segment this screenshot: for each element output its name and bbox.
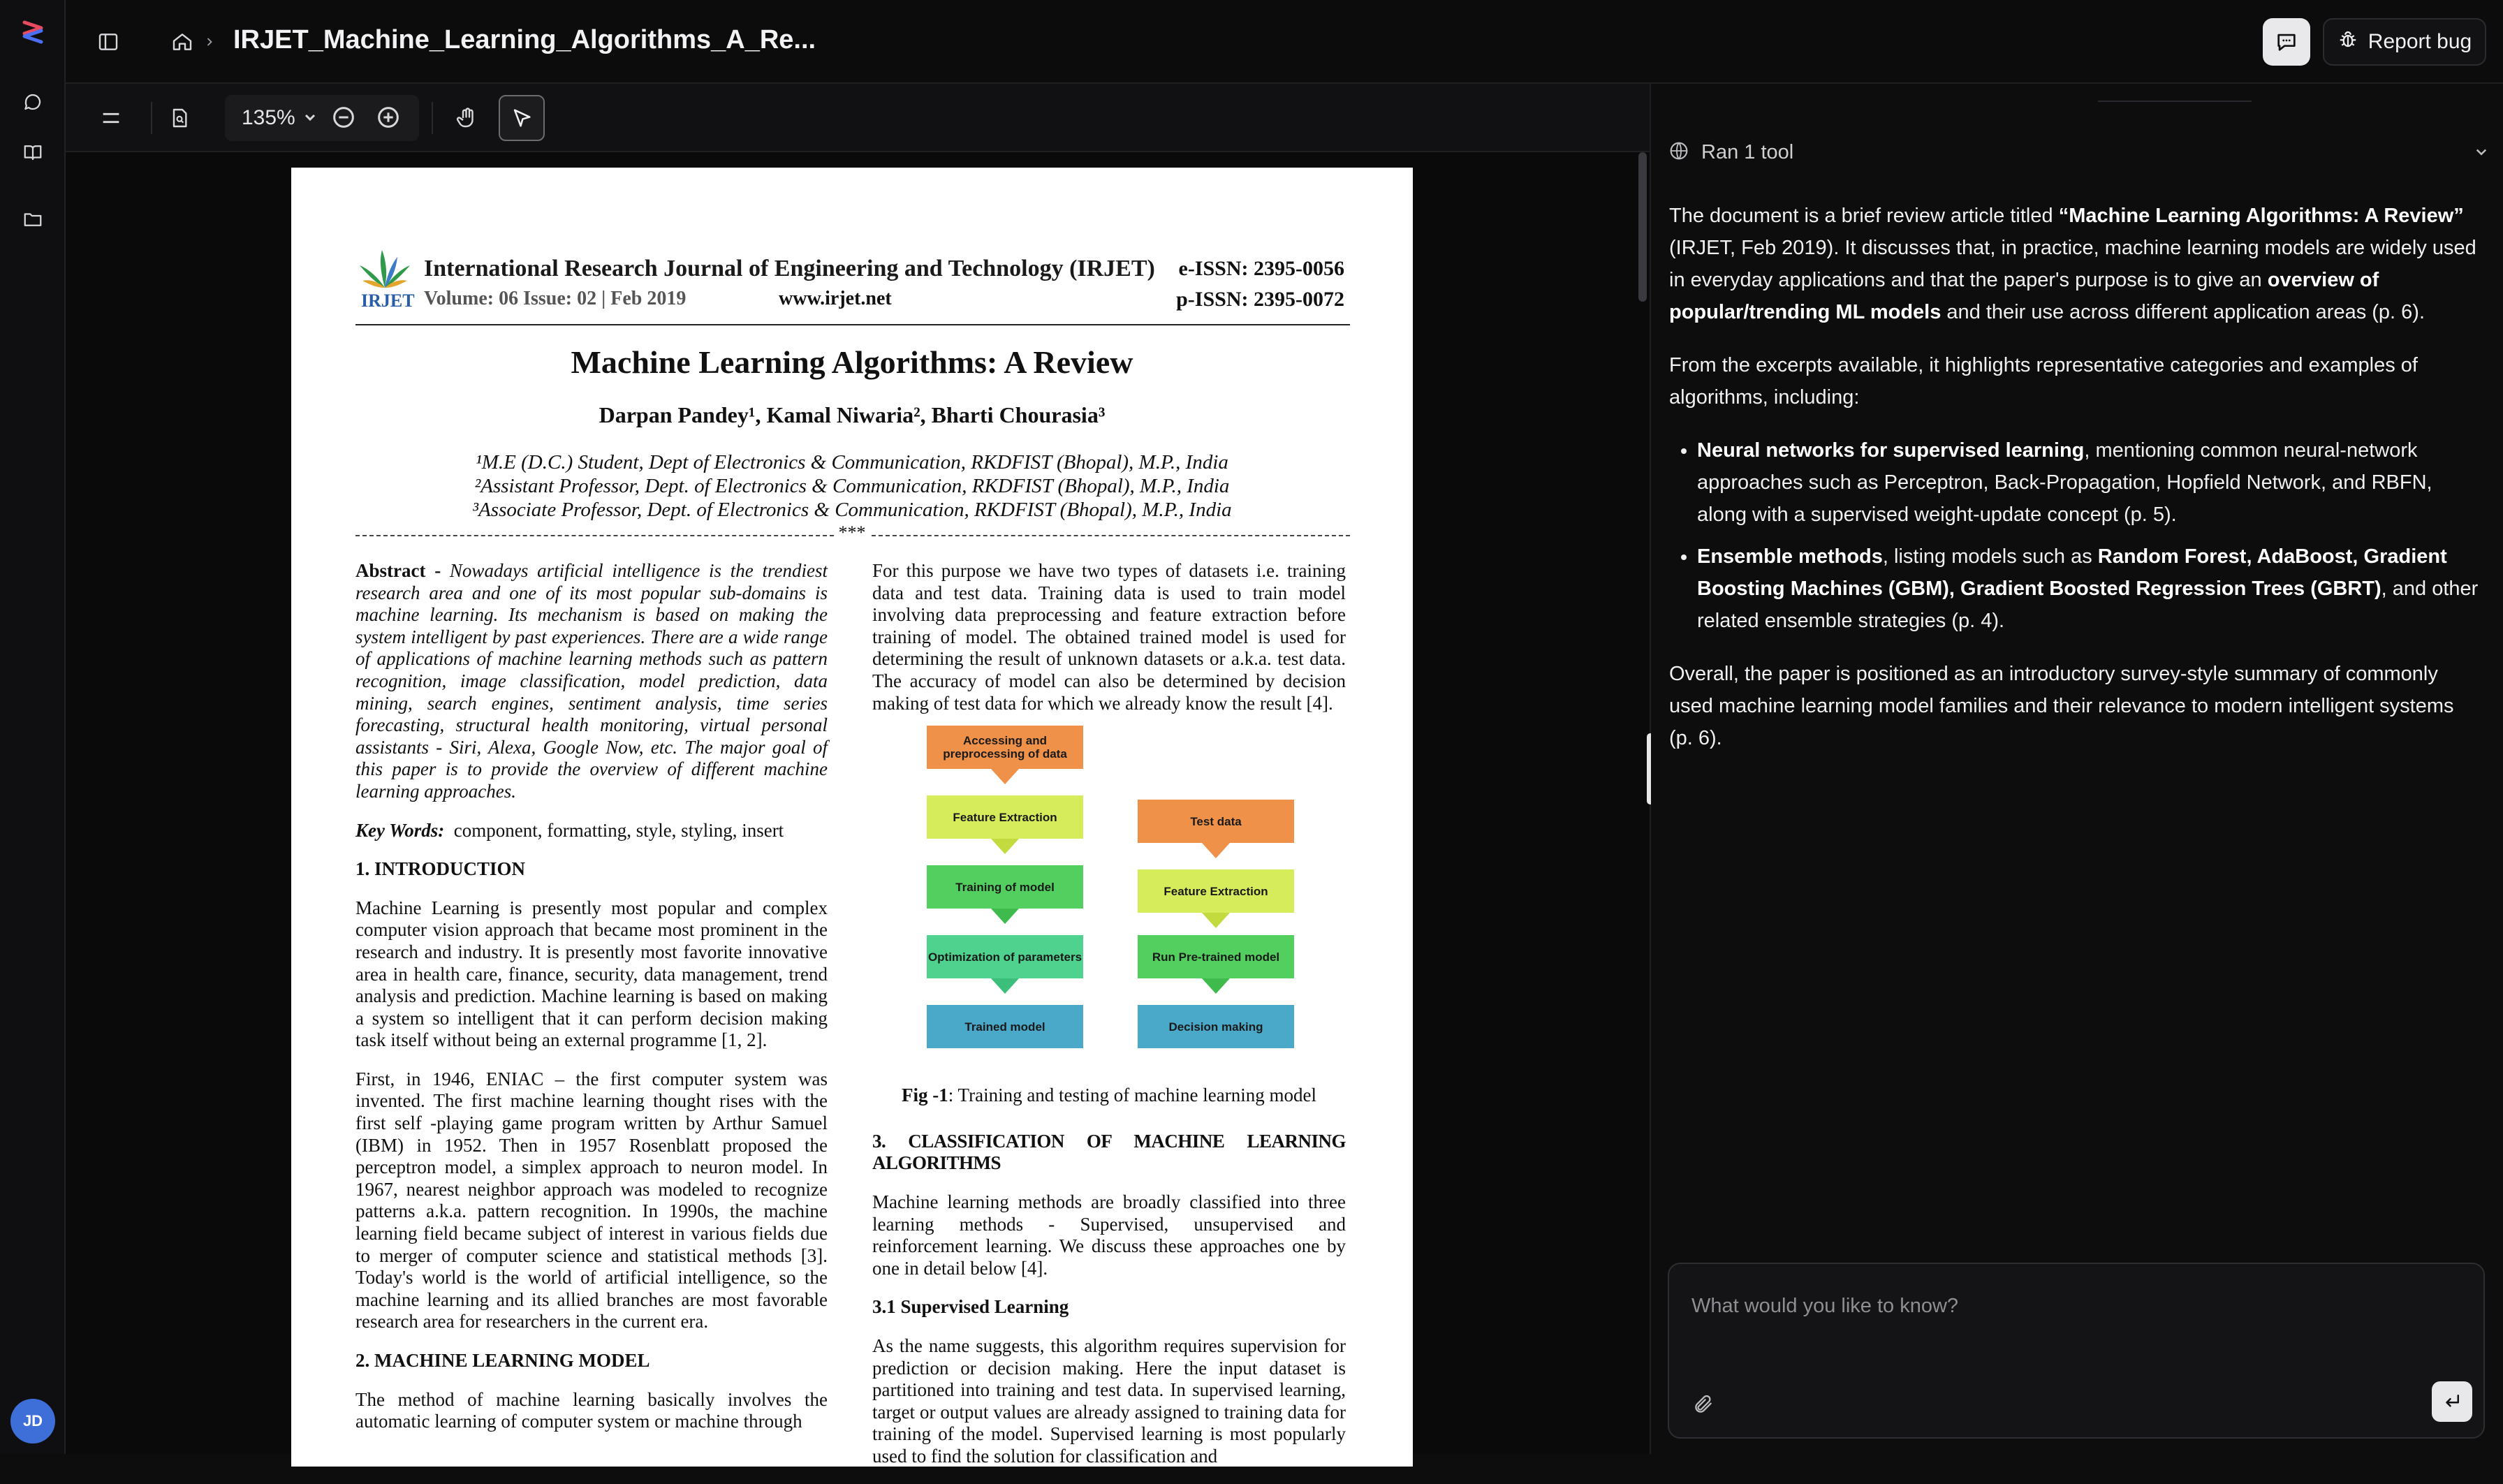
- chevron-down-icon[interactable]: [2471, 141, 2492, 166]
- fig-box-test-data: Test data: [1138, 800, 1294, 843]
- toolbar-divider: [151, 102, 152, 134]
- answer-paragraph-3: Overall, the paper is positioned as an introductory survey-style summary of commonly used machine learning model families and their relevance to modern intelligent systems (p. 6).: [1669, 663, 2454, 749]
- bug-icon: [2337, 29, 2358, 55]
- supervised-heading: 3.1 Supervised Learning: [872, 1296, 1069, 1318]
- fig-box-feature-2: Feature Extraction: [1138, 869, 1294, 913]
- datasets-paragraph: For this purpose we have two types of datasets i.e. training data and test data. Training data is used to train model involving data preprocessing and feature extraction before training of model. The obtained trained model is used for determining the result of unknown datasets or a.k.a. test data. The accuracy of model can also be determined by decision making of test data for which we already know the result [4].: [872, 560, 1346, 714]
- fig-arrow: [991, 839, 1019, 854]
- answer-paragraph-1: The document is a brief review article titled “Machine Learning Algorithms: A Review” (IRJET, Feb 2019). It discusses that, in practice, machine learning models are widely used in everyday applications and that the paper's purpose is to give an overview of popular/trending ML models and their use across different application areas (p. 6).: [1669, 205, 2476, 323]
- model-heading: 2. MACHINE LEARNING MODEL: [355, 1350, 650, 1371]
- intro-heading: 1. INTRODUCTION: [355, 858, 526, 880]
- chat-panel: [1651, 84, 2503, 1454]
- fig-arrow: [991, 909, 1019, 924]
- pdf-page: [291, 168, 1413, 1467]
- viewer-toolbar: [66, 84, 1650, 152]
- fig-arrow: [1202, 913, 1230, 928]
- document-title: IRJET_Machine_Learning_Algorithms_A_Re...: [233, 25, 816, 54]
- separator-stars: ***: [291, 522, 1413, 543]
- app-logo-icon[interactable]: [16, 15, 50, 49]
- menu-icon[interactable]: [91, 98, 131, 138]
- header-rule: [355, 324, 1350, 325]
- fig-box-decision: Decision making: [1138, 1005, 1294, 1048]
- left-column: [355, 560, 828, 1450]
- intro-paragraph-2: First, in 1946, ENIAC – the first computer system was invented. The first machine learning thought rises with the first self -playing game program written by Arthur Samuel (IBM) in 1952. Then in 1957 Rosenblatt proposed the perceptron model, a simplex approach to neuron model. In 1967, nearest neighbor approach was modeled to recognize patterns a.k.a. pattern recognition. In 1990s, the machine learning field became subject of interest in various fields due to merger of computer science and statistical methods [3]. Today's world is the world of artificial intelligence, so the machine learning and its allied branches are most favorable research area for researchers in the current era.: [355, 1068, 828, 1332]
- abstract: Abstract - Nowadays artificial intelligence is the trendiest research area and one of its most popular sub-domains is machine learning. Its mechanism is based on making the system intelligent by past experiences. There are a wide range of applications of machine learning methods such as pattern recognition, image classification, model prediction, data mining, search engines, sentiment analysis, time series forecasting, structural health monitoring, virtual personal assistants - Siri, Alexa, Google Now, etc. The major goal of this paper is to provide the overview of different machine learning approaches.: [355, 560, 828, 802]
- zoom-out-icon[interactable]: [330, 103, 358, 135]
- fig-box-optimization: Optimization of parameters: [927, 935, 1083, 978]
- hand-tool-icon[interactable]: [447, 98, 487, 138]
- model-paragraph: The method of machine learning basically involves the automatic learning of computer system or machine through: [355, 1388, 828, 1432]
- answer-list: [1669, 434, 2482, 637]
- zoom-in-icon[interactable]: [374, 103, 402, 135]
- chat-nav-icon[interactable]: [16, 85, 50, 119]
- library-nav-icon[interactable]: [16, 135, 50, 169]
- select-tool-icon[interactable]: [499, 95, 545, 141]
- toolbar-divider: [432, 102, 433, 134]
- folder-nav-icon[interactable]: [16, 203, 50, 236]
- fig-box-trained-model: Trained model: [927, 1005, 1083, 1048]
- figure-caption: Fig -1: Training and testing of machine learning model: [902, 1085, 1316, 1106]
- left-rail: [0, 0, 66, 1454]
- irjet-logo-text: IRJET: [361, 291, 415, 311]
- chat-input-box[interactable]: [1668, 1263, 2485, 1439]
- fig-arrow: [991, 769, 1019, 784]
- fig-box-run-model: Run Pre-trained model: [1138, 935, 1294, 978]
- sidebar-toggle-icon[interactable]: [89, 23, 127, 61]
- pdf-viewer[interactable]: [66, 152, 1650, 1467]
- journal-eissn: e-ISSN: 2395-0056: [1178, 257, 1344, 280]
- report-bug-button[interactable]: [2323, 18, 2486, 66]
- fig-box-feature: Feature Extraction: [927, 795, 1083, 839]
- journal-pissn: p-ISSN: 2395-0072: [1176, 288, 1344, 311]
- document-search-icon[interactable]: [159, 98, 200, 138]
- chat-input[interactable]: What would you like to know?: [1691, 1295, 1959, 1317]
- right-column: [872, 560, 1346, 1484]
- fig-arrow: [991, 978, 1019, 994]
- paper-authors: Darpan Pandey¹, Kamal Niwaria², Bharti Chourasia³: [599, 402, 1106, 427]
- affiliation-1: ¹M.E (D.C.) Student, Dept of Electronics & Communication, RKDFIST (Bhopal), M.P., India: [476, 451, 1228, 473]
- tool-run-label: Ran 1 tool: [1701, 141, 1794, 163]
- fig-arrow: [1202, 843, 1230, 858]
- top-bar: [66, 0, 2503, 84]
- paperclip-icon[interactable]: [1687, 1388, 1719, 1420]
- irjet-logo: [355, 247, 414, 313]
- fig-box-access: Accessing and preprocessing of data: [927, 726, 1083, 769]
- answer-paragraph-2: From the excerpts available, it highlights representative categories and examples of algorithms, including:: [1669, 354, 2418, 409]
- report-bug-label: Report bug: [2368, 30, 2472, 53]
- supervised-paragraph: As the name suggests, this algorithm requires supervision for prediction or decision making. Here the input dataset is partitioned into training and test data. In supervised learning, target or output values are already assigned to training data for training of the model. Supervised learning is most popularly used to find the solution for classification and: [872, 1335, 1346, 1467]
- tool-run-summary[interactable]: [1668, 134, 2492, 169]
- zoom-select[interactable]: [225, 95, 419, 141]
- classification-heading: 3. CLASSIFICATION OF MACHINE LEARNING ALGORITHMS: [872, 1130, 1346, 1174]
- classification-paragraph: Machine learning methods are broadly classified into three learning methods - Supervised, unsupervised and reinforcement learning. We discuss these approaches one by one in detail below [4].: [872, 1191, 1346, 1279]
- paper-title: Machine Learning Algorithms: A Review: [571, 344, 1133, 380]
- intro-paragraph-1: Machine Learning is presently most popular and complex computer vision approach that became most prominent in the research and industry. It is presently most favorite innovative area in health care, finance, security, data management, trend analysis and prediction. Machine learning is based on making a system so intelligent that it can perform decision making task itself without being an external programme [1, 2].: [355, 897, 828, 1051]
- journal-volume: Volume: 06 Issue: 02 | Feb 2019: [424, 288, 687, 309]
- breadcrumb-chevron-icon: [196, 23, 223, 61]
- affiliation-2: ²Assistant Professor, Dept. of Electronics & Communication, RKDFIST (Bhopal), M.P., India: [474, 475, 1230, 497]
- fig-arrow: [1202, 978, 1230, 994]
- user-avatar[interactable]: JD: [10, 1399, 55, 1443]
- affiliation-3: ³Associate Professor, Dept. of Electronics & Communication, RKDFIST (Bhopal), M.P., India: [472, 499, 1232, 521]
- answer-bullet-ensemble: • Ensemble methods, listing models such as Random Forest, AdaBoost, Gradient Boosting Machines (GBM), Gradient Boosted Regression Trees (GBRT), and other related ensemble strategies (p. 4).: [1697, 541, 2482, 637]
- journal-website: www.irjet.net: [779, 288, 892, 309]
- send-button[interactable]: [2432, 1381, 2472, 1422]
- assistant-answer: [1669, 200, 2482, 775]
- journal-name: International Research Journal of Engineering and Technology (IRJET): [424, 256, 1155, 281]
- scroll-indicator: [2098, 101, 2252, 102]
- keywords: Key Words: component, formatting, style, styling, insert: [355, 819, 784, 841]
- chat-panel-button[interactable]: [2263, 18, 2310, 66]
- viewer-scrollbar[interactable]: [1638, 152, 1647, 302]
- chevron-down-icon: [298, 105, 323, 133]
- fig-box-training: Training of model: [927, 865, 1083, 909]
- globe-icon: [1668, 140, 1690, 166]
- journal-header: [355, 247, 1350, 331]
- figure-ml-pipeline: [872, 726, 1346, 1075]
- answer-bullet-neural: • Neural networks for supervised learning, mentioning common neural-network approaches such as Perceptron, Back-Propagation, Hopfield Network, and RBFN, along with a supervised weight-update concept (p. 5).: [1697, 434, 2482, 531]
- zoom-value: 135%: [242, 106, 295, 129]
